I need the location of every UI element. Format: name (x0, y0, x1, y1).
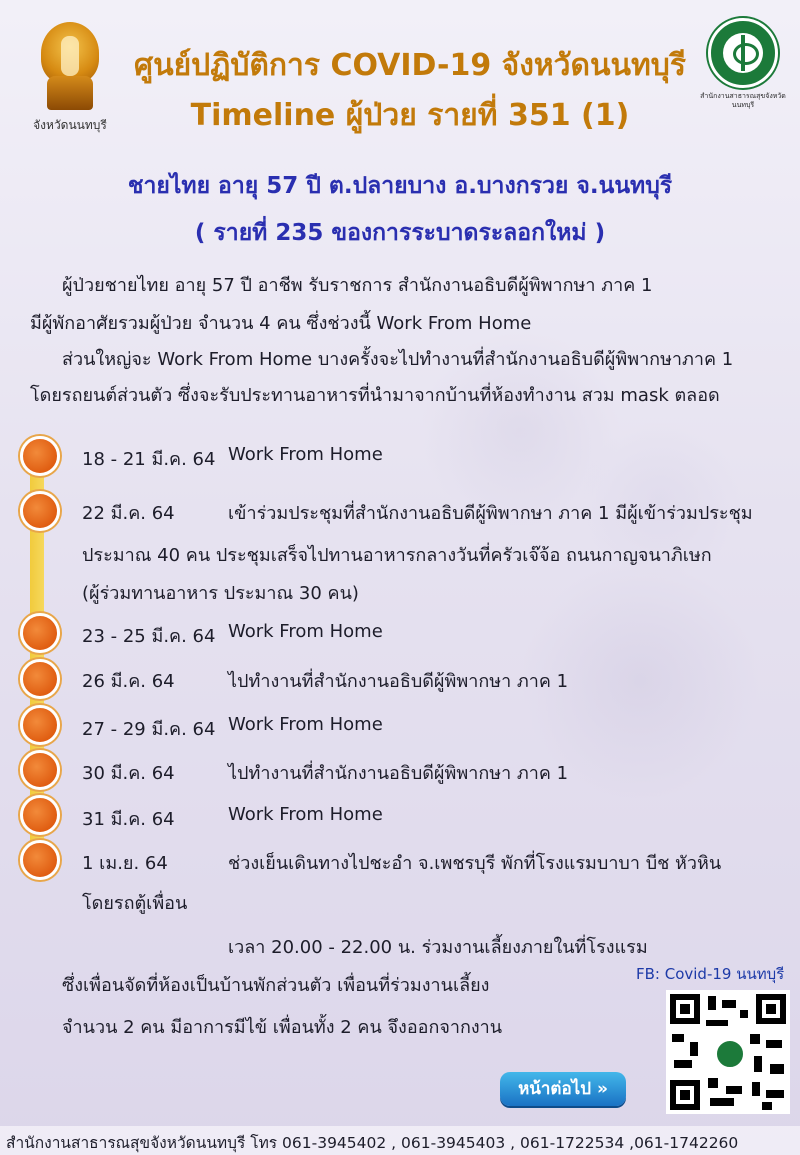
timeline-dot (20, 705, 60, 745)
timeline-event-continued: (ผู้ร่วมทานอาหาร ประมาณ 30 คน) (82, 583, 359, 604)
timeline-event: เข้าร่วมประชุมที่สำนักงานอธิบดีผู้พิพากษา ภาค 1 มีผู้เข้าร่วมประชุม (228, 503, 753, 524)
summary-line-4: โดยรถยนต์ส่วนตัว ซึ่งจะรับประทานอาหารที่นำมาจากบ้านที่ห้องทำงาน สวม mask ตลอด (30, 385, 720, 406)
province-seal-icon (33, 22, 107, 112)
next-page-button[interactable]: หน้าต่อไป » (500, 1072, 626, 1106)
timeline-event-continued: เวลา 20.00 - 22.00 น. ร่วมงานเลี้ยงภายในที่โรงแรม (228, 937, 648, 958)
timeline-date: 31 มี.ค. 64 (82, 809, 175, 830)
timeline-date: 30 มี.ค. 64 (82, 763, 175, 784)
timeline-dot (20, 436, 60, 476)
timeline-date: 26 มี.ค. 64 (82, 671, 175, 692)
moph-mark-icon (714, 1038, 746, 1070)
timeline-event-continued: โดยรถตู้เพื่อน (82, 893, 188, 914)
facebook-page-label[interactable]: FB: Covid-19 นนทบุรี (636, 965, 785, 983)
moph-logo (700, 18, 786, 110)
timeline-date: 27 - 29 มี.ค. 64 (82, 719, 216, 740)
timeline-event-continued: ประมาณ 40 คน ประชุมเสร็จไปทานอาหารกลางวันที่ครัวเจ๊จ้อ ถนนกาญจนาภิเษก (82, 545, 712, 566)
timeline-date: 18 - 21 มี.ค. 64 (82, 449, 216, 470)
timeline-date: 1 เม.ย. 64 (82, 853, 168, 874)
timeline-date: 23 - 25 มี.ค. 64 (82, 626, 216, 647)
timeline-dot (20, 795, 60, 835)
timeline-event: ไปทำงานที่สำนักงานอธิบดีผู้พิพากษา ภาค 1 (228, 671, 569, 692)
summary-line-3: ส่วนใหญ่จะ Work From Home บางครั้งจะไปทำงานที่สำนักงานอธิบดีผู้พิพากษาภาค 1 (62, 349, 734, 370)
timeline-event: Work From Home (228, 444, 383, 465)
timeline-event: Work From Home (228, 804, 383, 825)
timeline-event: ไปทำงานที่สำนักงานอธิบดีผู้พิพากษา ภาค 1 (228, 763, 569, 784)
page-subtitle-timeline: Timeline ผู้ป่วย รายที่ 351 (1) (190, 98, 630, 133)
timeline-dot (20, 750, 60, 790)
qr-code-icon[interactable] (666, 990, 790, 1114)
timeline-event: Work From Home (228, 714, 383, 735)
timeline-dot (20, 840, 60, 880)
ministry-of-public-health-icon (708, 18, 778, 88)
timeline-date: 22 มี.ค. 64 (82, 503, 175, 524)
timeline-dot (20, 613, 60, 653)
page-title: ศูนย์ปฏิบัติการ COVID-19 จังหวัดนนทบุรี (134, 48, 686, 83)
timeline-dot (20, 491, 60, 531)
province-logo-caption: จังหวัดนนทบุรี (33, 118, 107, 132)
patient-profile: ชายไทย อายุ 57 ปี ต.ปลายบาง อ.บางกรวย จ.นนทบุรี (127, 173, 673, 199)
summary-line-1: ผู้ป่วยชายไทย อายุ 57 ปี อาชีพ รับราชการ สำนักงานอธิบดีผู้พิพากษา ภาค 1 (62, 275, 653, 296)
timeline-event-continued: จำนวน 2 คน มีอาการมีไข้ เพื่อนทั้ง 2 คน จึงออกจากงาน (62, 1017, 503, 1038)
province-logo (22, 22, 118, 135)
summary-line-2: มีผู้พักอาศัยรวมผู้ป่วย จำนวน 4 คน ซึ่งช่วงนี้ Work From Home (30, 313, 532, 334)
footer-contact: สำนักงานสาธารณสุขจังหวัดนนทบุรี โทร 061-3945402 , 061-3945403 , 061-1722534 ,061-1742260 (6, 1134, 739, 1152)
timeline-event: Work From Home (228, 621, 383, 642)
timeline-event: ช่วงเย็นเดินทางไปชะอำ จ.เพชรบุรี พักที่โรงแรมบาบา บีช หัวหิน (228, 853, 722, 874)
timeline-event-continued: ซึ่งเพื่อนจัดที่ห้องเป็นบ้านพักส่วนตัว เพื่อนที่ร่วมงานเลี้ยง (62, 975, 490, 996)
timeline-dot (20, 659, 60, 699)
moph-logo-caption: สำนักงานสาธารณสุขจังหวัดนนทบุรี (700, 92, 786, 109)
outbreak-case-number: ( รายที่ 235 ของการระบาดระลอกใหม่ ) (194, 220, 606, 246)
